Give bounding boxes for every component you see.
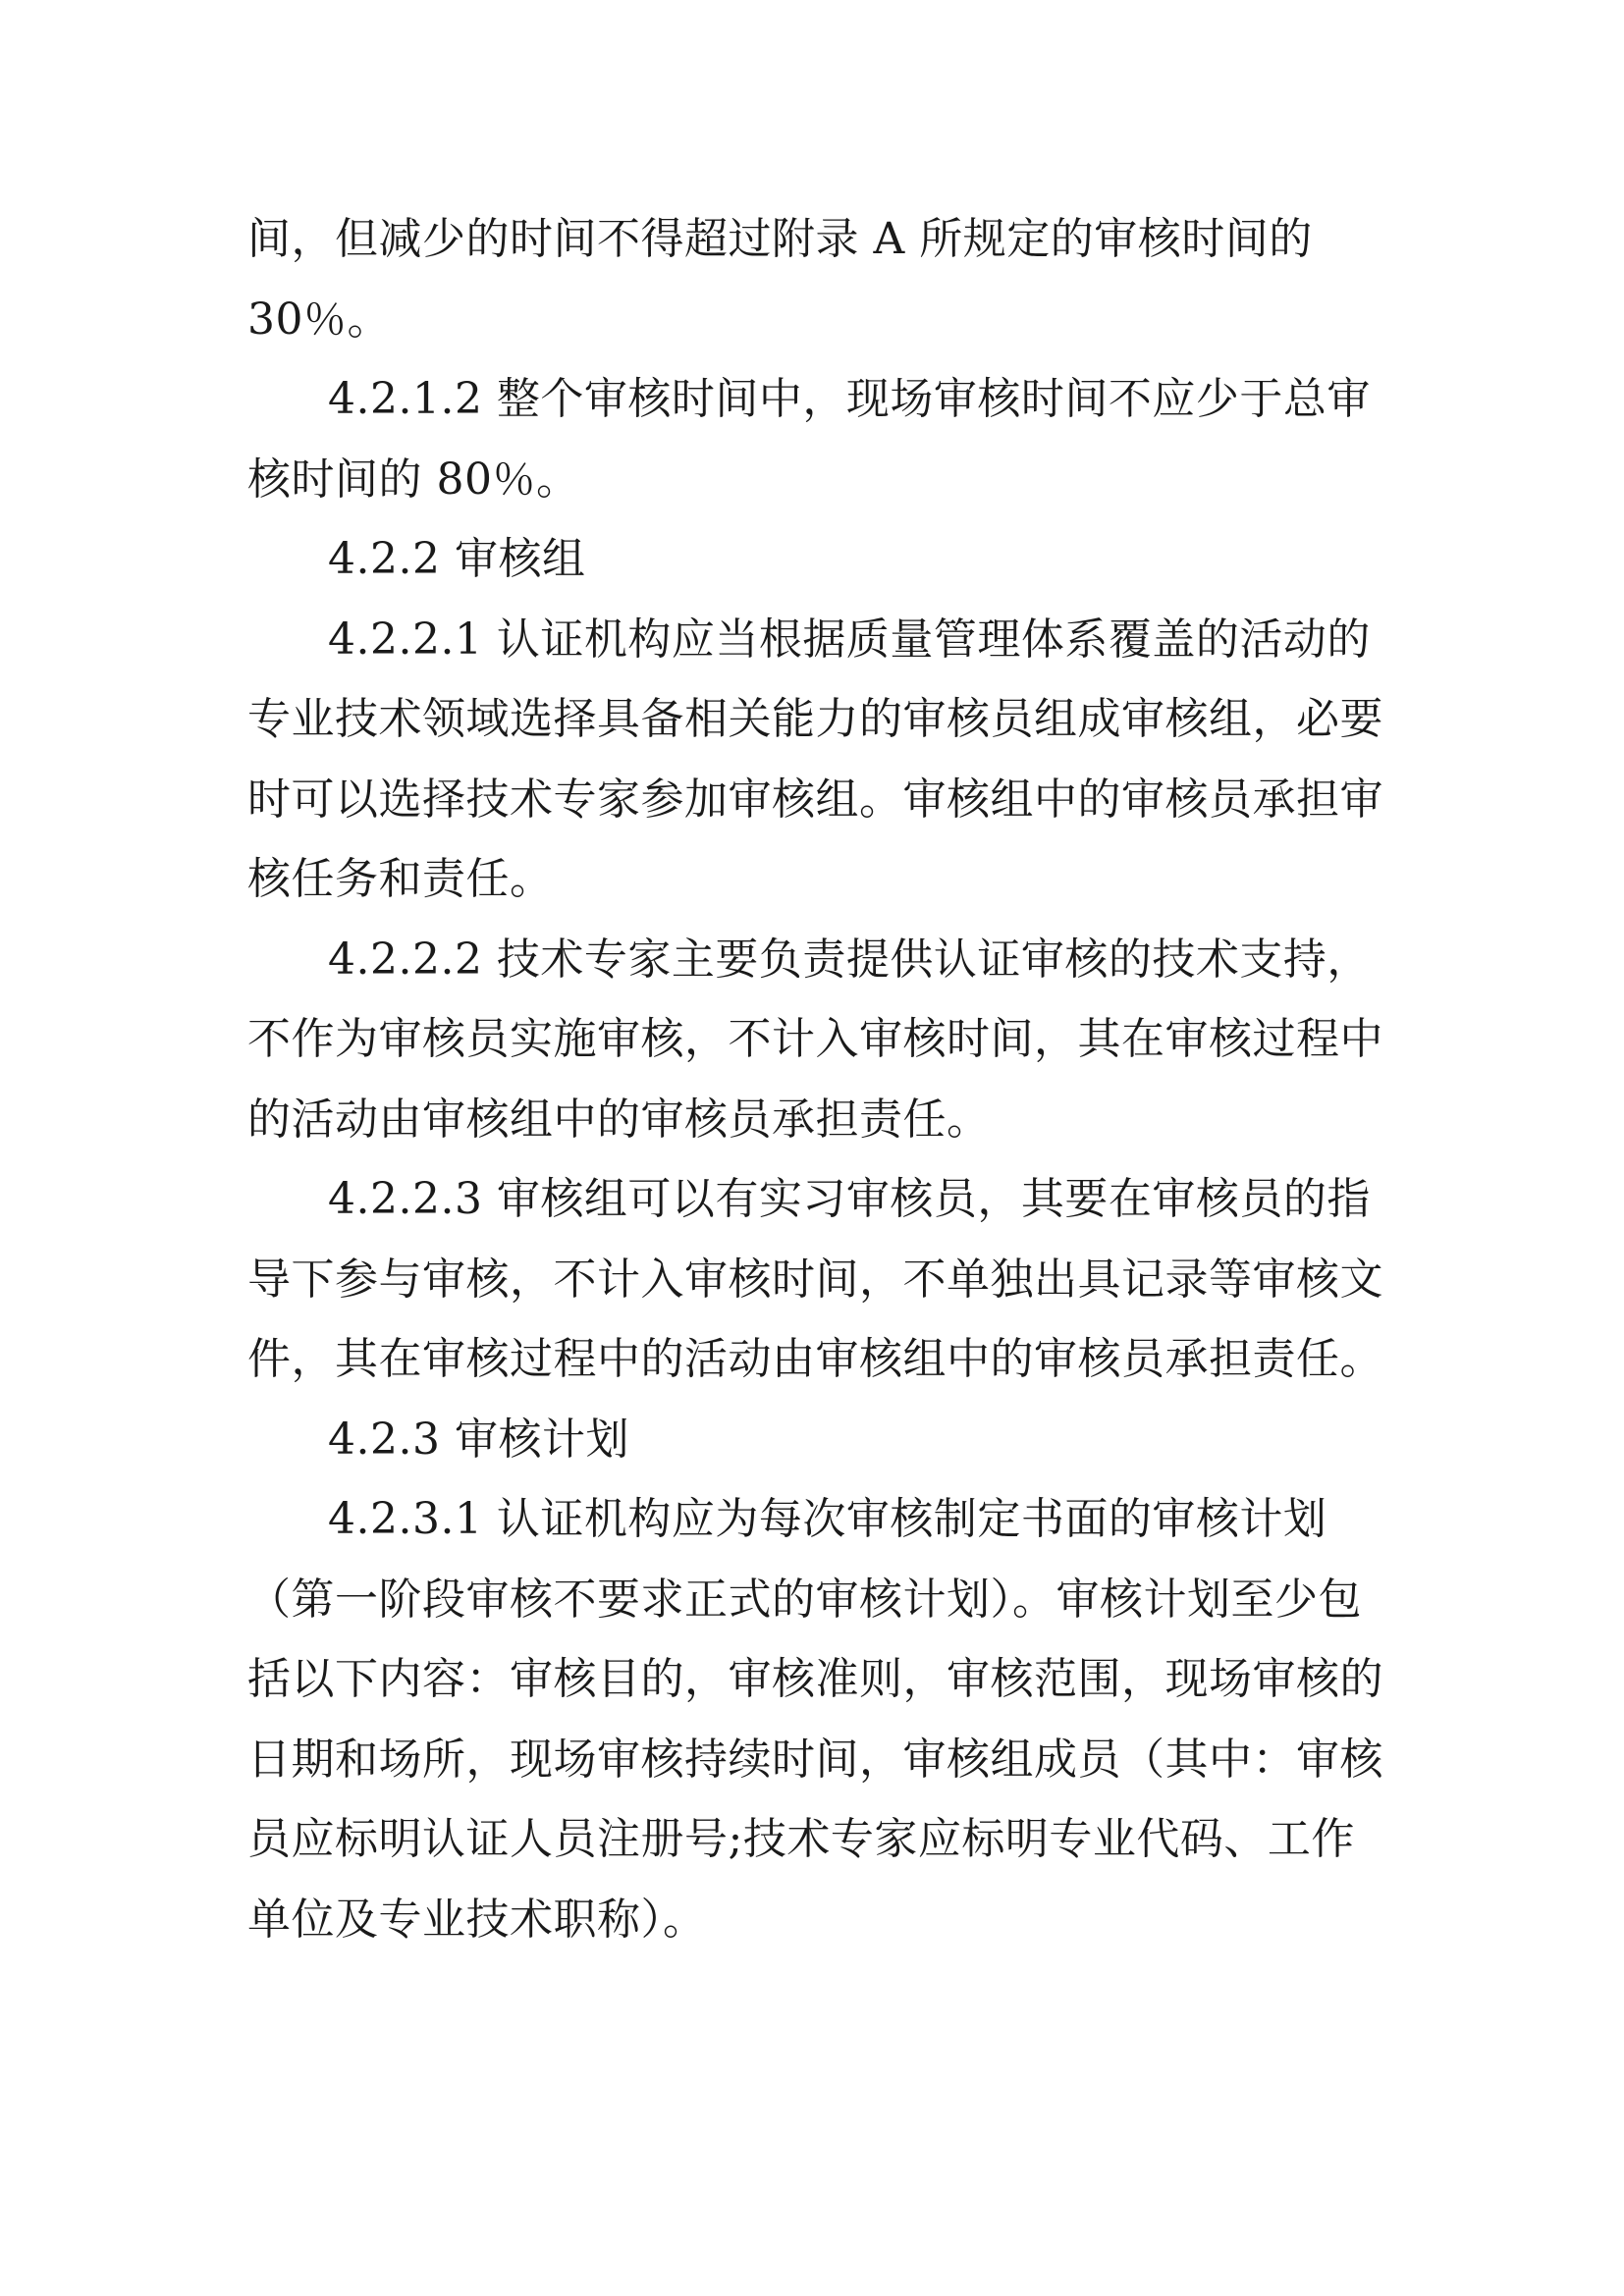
document-body [247, 199, 1396, 1959]
clause-4-2-2-2-line-3: 的活动由审核组中的审核员承担责任。 [247, 1094, 991, 1145]
section-heading-4-2-3: 4.2.3 审核计划 [328, 1414, 629, 1465]
clause-4-2-2-3-line-3: 件，其在审核过程中的活动由审核组中的审核员承担责任。 [247, 1334, 1383, 1384]
clause-4-2-3-1-line-2: （第一阶段审核不要求正式的审核计划）。审核计划至少包 [247, 1574, 1362, 1625]
clause-4-2-2-3-line-1: 4.2.2.3 审核组可以有实习审核员，其要在审核员的指 [328, 1174, 1371, 1224]
section-heading-4-2-2: 4.2.2 审核组 [328, 534, 586, 584]
clause-4-2-2-2-line-2: 不作为审核员实施审核，不计入审核时间，其在审核过程中 [247, 1014, 1383, 1064]
clause-4-2-2-1-line-3: 时可以选择技术专家参加审核组。审核组中的审核员承担审 [247, 774, 1383, 825]
text-line-2: 30％。 [247, 294, 391, 345]
clause-4-2-3-1-line-3: 括以下内容：审核目的，审核准则，审核范围，现场审核的 [247, 1654, 1383, 1704]
clause-4-2-2-1-line-2: 专业技术领域选择具备相关能力的审核员组成审核组，必要 [247, 694, 1383, 744]
clause-4-2-3-1-line-4: 日期和场所，现场审核持续时间，审核组成员（其中：审核 [247, 1734, 1383, 1785]
clause-4-2-2-1-line-1: 4.2.2.1 认证机构应当根据质量管理体系覆盖的活动的 [328, 614, 1371, 665]
clause-4-2-2-3-line-2: 导下参与审核，不计入审核时间，不单独出具记录等审核文 [247, 1254, 1383, 1305]
clause-4-2-3-1-line-1: 4.2.3.1 认证机构应为每次审核制定书面的审核计划 [328, 1494, 1327, 1544]
clause-4-2-2-1-line-4: 核任务和责任。 [247, 854, 554, 904]
clause-4-2-1-2-line-1: 4.2.1.2 整个审核时间中，现场审核时间不应少于总审 [328, 374, 1371, 424]
clause-4-2-1-2-line-2: 核时间的 80％。 [247, 454, 580, 505]
clause-4-2-2-2-line-1: 4.2.2.2 技术专家主要负责提供认证审核的技术支持， [328, 934, 1371, 985]
text-line-1: 间，但减少的时间不得超过附录 A 所规定的审核时间的 [247, 214, 1313, 264]
clause-4-2-3-1-line-6: 单位及专业技术职称）。 [247, 1894, 707, 1945]
clause-4-2-3-1-line-5: 员应标明认证人员注册号;技术专家应标明专业代码、工作 [247, 1814, 1355, 1864]
